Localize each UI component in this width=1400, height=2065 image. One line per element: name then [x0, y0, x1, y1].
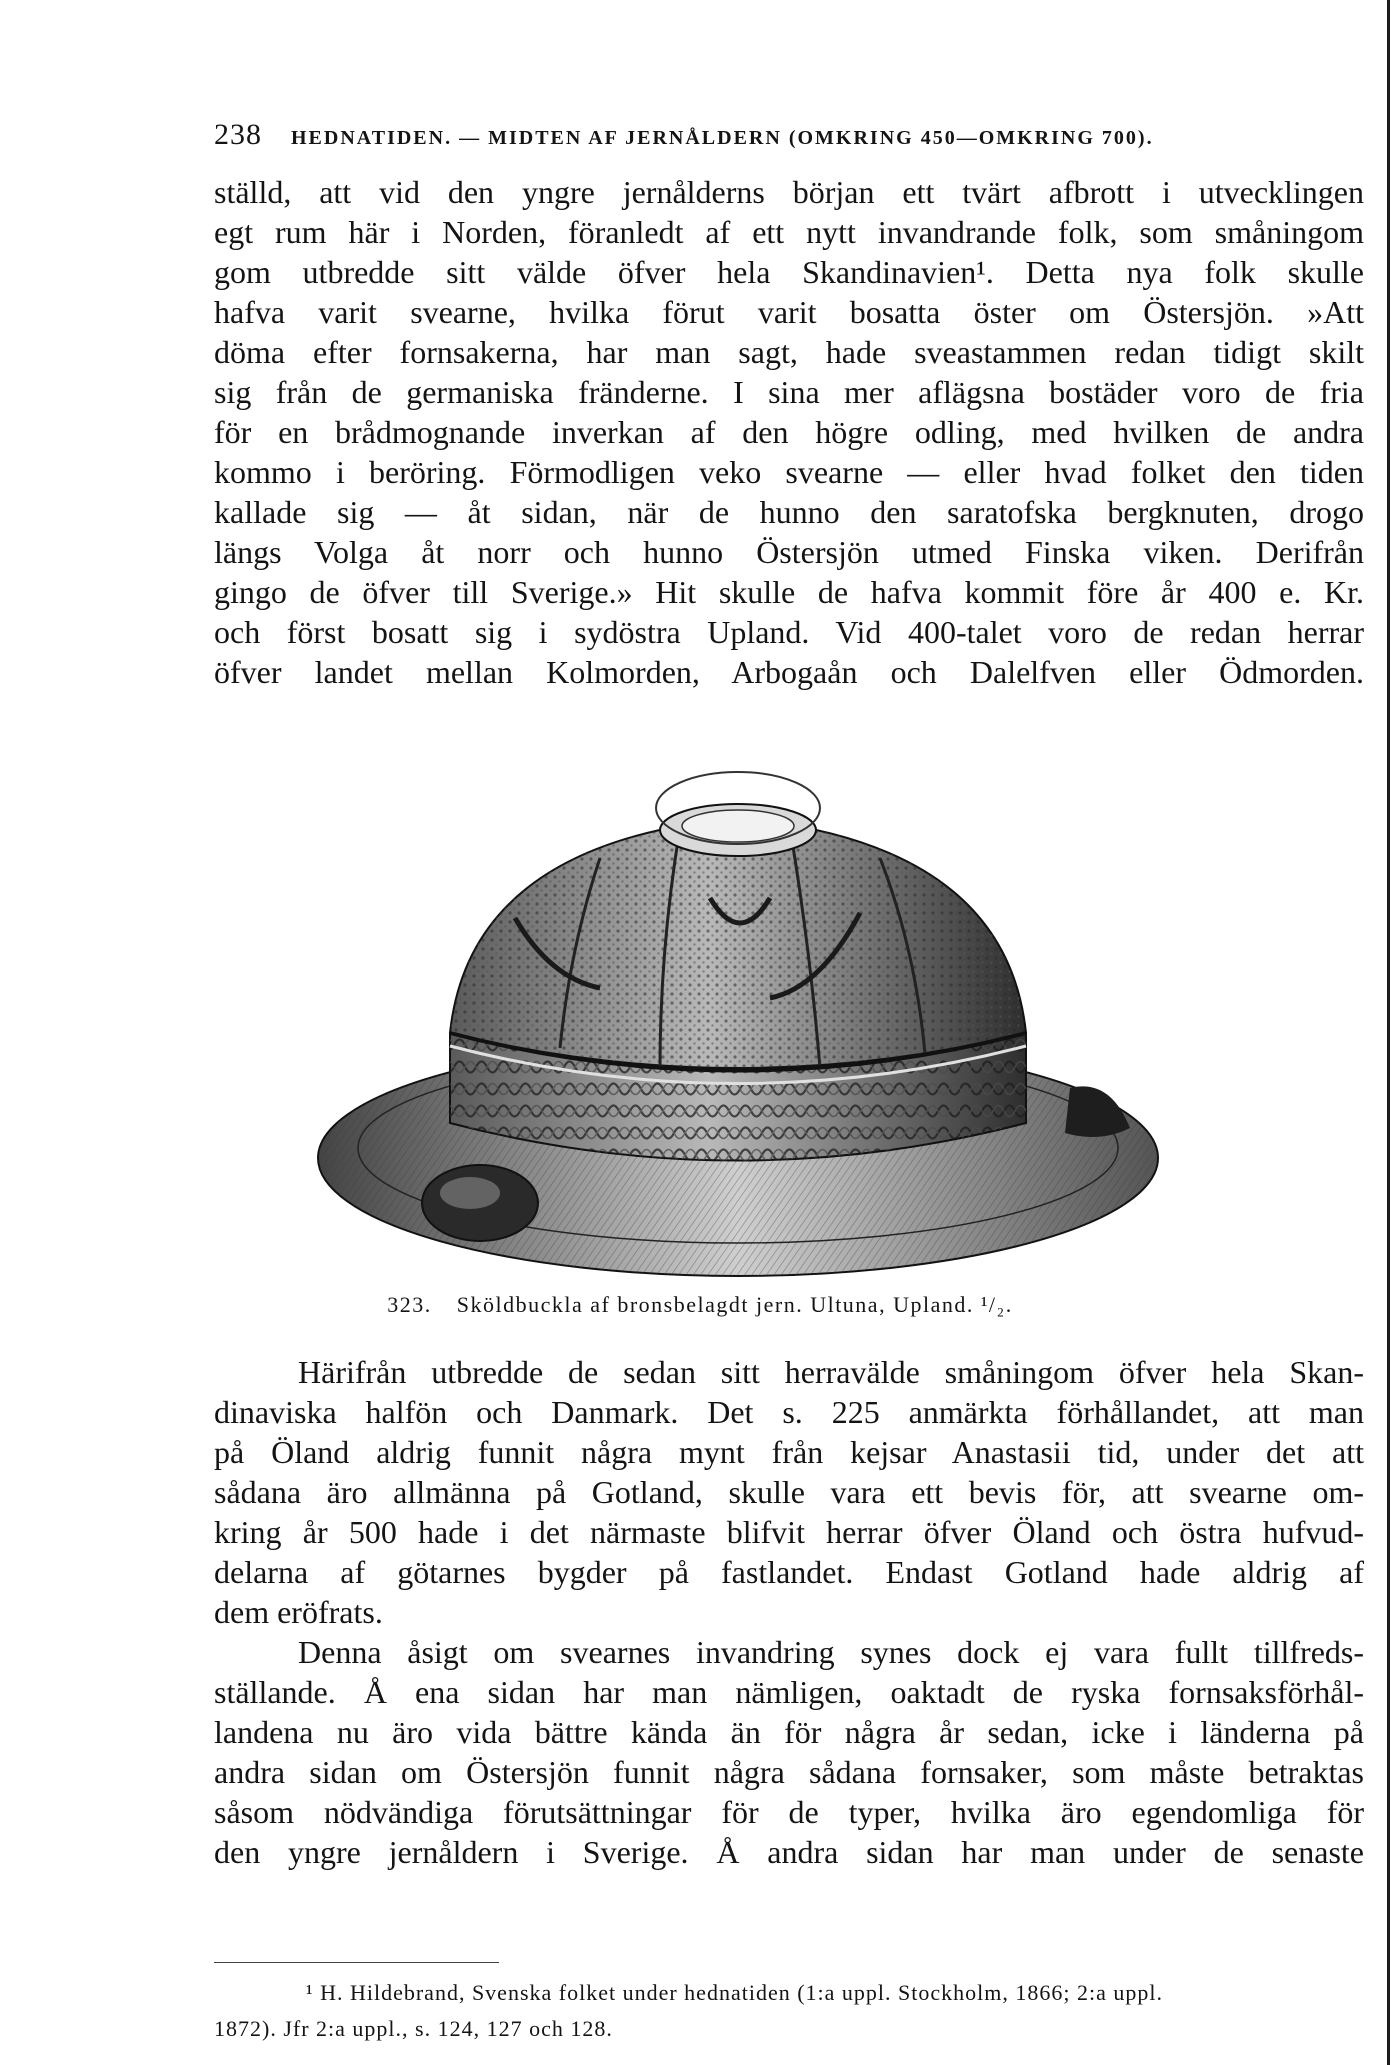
text-line: dinaviska halfön och Danmark. Det s. 225 anmärkta förhållandet, att man [214, 1394, 1364, 1430]
text-line: dem eröfrats. [214, 1594, 383, 1630]
text-line: Denna åsigt om svearnes invandring synes dock ej vara fullt tillfreds- [298, 1634, 1364, 1670]
text-line: och först bosatt sig i sydöstra Upland. Vid 400-talet voro de redan herrar [214, 614, 1364, 650]
body-text-bottom [214, 1352, 1364, 1872]
running-head [214, 118, 1354, 152]
text-line: sådana äro allmänna på Gotland, skulle vara ett bevis för, att svearne om- [214, 1474, 1364, 1510]
page-edge-rule [1387, 0, 1390, 2065]
page-number: 238 [214, 118, 262, 151]
text-line: gom utbredde sitt välde öfver hela Skandinavien¹. Detta nya folk skulle [214, 254, 1364, 290]
shield-boss-engraving-icon [300, 748, 1170, 1313]
text-line: hafva varit svearne, hvilka förut varit bosatta öster om Östersjön. »Att [214, 294, 1364, 330]
text-line: ställande. Å ena sidan har man nämligen, oaktadt de ryska fornsaksförhål- [214, 1674, 1364, 1710]
text-line: egt rum här i Norden, föranledt af ett nytt invandrande folk, som småningom [214, 214, 1364, 250]
text-line: kallade sig — åt sidan, när de hunno den saratofska bergknuten, drogo [214, 494, 1364, 530]
text-line: landena nu äro vida bättre kända än för några år sedan, icke i länderna på [214, 1714, 1364, 1750]
text-line: Härifrån utbredde de sedan sitt herravälde småningom öfver hela Skan- [298, 1354, 1364, 1390]
text-line: kommo i beröring. Förmodligen veko svearne — eller hvad folket den tiden [214, 454, 1364, 490]
figure-number: 323. [387, 1292, 432, 1317]
figure-caption-text: Sköldbuckla af bronsbelagdt jern. Ultuna, Upland. ¹/₂. [456, 1292, 1013, 1317]
body-text-top [214, 172, 1364, 692]
text-line: såsom nödvändiga förutsättningar för de typer, hvilka äro egendomliga för [214, 1794, 1364, 1830]
footnote-rule [214, 1962, 499, 1963]
text-line: ställd, att vid den yngre jernålderns början ett tvärt afbrott i utvecklingen [214, 174, 1364, 210]
text-line: delarna af götarnes bygder på fastlandet. Endast Gotland hade aldrig af [214, 1554, 1364, 1590]
figure-shield-boss [300, 748, 1170, 1313]
text-line: den yngre jernåldern i Sverige. Å andra sidan har man under de senaste [214, 1834, 1364, 1870]
running-title: HEDNATIDEN. — MIDTEN AF JERNÅLDERN (OMKRING 450—OMKRING 700). [291, 127, 1154, 149]
text-line: längs Volga åt norr och hunno Östersjön utmed Finska viken. Derifrån [214, 534, 1364, 570]
text-line: sig från de germaniska fränderne. I sina mer aflägsna bostäder voro de fria [214, 374, 1364, 410]
text-line: andra sidan om Östersjön funnit några sådana fornsaker, som måste betraktas [214, 1754, 1364, 1790]
text-line: döma efter fornsakerna, har man sagt, hade sveastammen redan tidigt skilt [214, 334, 1364, 370]
figure-caption [0, 1292, 1400, 1318]
text-line: öfver landet mellan Kolmorden, Arbogaån och Dalelfven eller Ödmorden. [214, 654, 1364, 690]
footnote-line: ¹ H. Hildebrand, Svenska folket under hednatiden (1:a uppl. Stockholm, 1866; 2:a uppl. [306, 1980, 1163, 2005]
text-line: gingo de öfver till Sverige.» Hit skulle de hafva kommit före år 400 e. Kr. [214, 574, 1364, 610]
text-line: för en brådmognande inverkan af den högre odling, med hvilken de andra [214, 414, 1364, 450]
footnote-line: 1872). Jfr 2:a uppl., s. 124, 127 och 128. [214, 2016, 613, 2041]
text-line: på Öland aldrig funnit några mynt från kejsar Anastasii tid, under det att [214, 1434, 1364, 1470]
footnote [214, 1975, 1364, 2047]
text-line: kring år 500 hade i det närmaste blifvit herrar öfver Öland och östra hufvud- [214, 1514, 1364, 1550]
